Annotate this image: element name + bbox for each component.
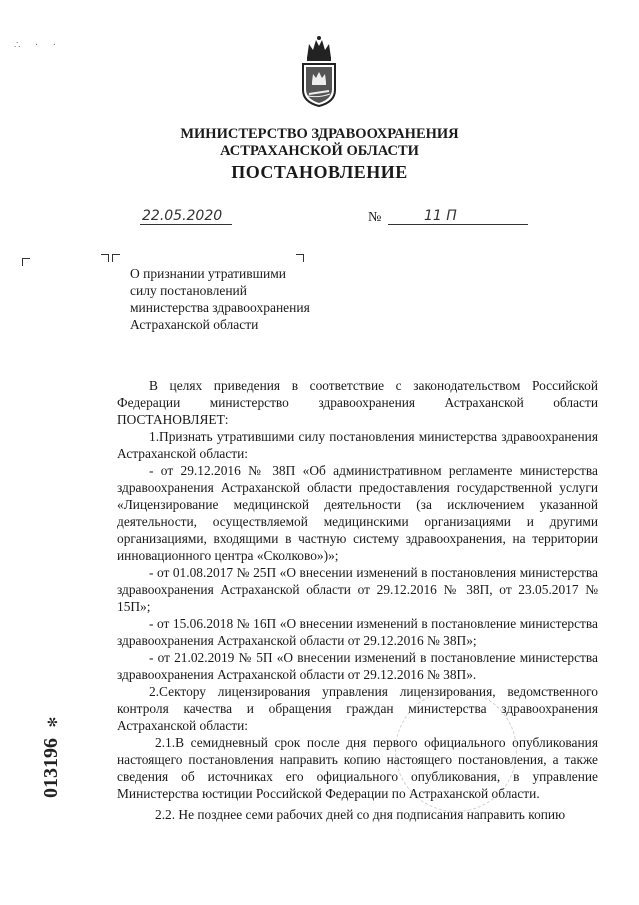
body-paragraph-item-2-1: 2.1.В семидневный срок после дня первого официального опубликования настоящего постановления направить копию настоящего постановления, а также сведения об источниках его официального опубликования, в управление Министерства юстиции Российской Федерации по Астраханской области. [117,735,598,801]
corner-mark-left [22,258,30,266]
corner-mark-mid-left [101,254,109,262]
number-sign: № [368,210,382,225]
ministry-name-line1: МИНИСТЕРСТВО ЗДРАВООХРАНЕНИЯ [180,126,459,142]
document-type-title: ПОСТАНОВЛЕНИЕ [231,162,408,182]
document-date: 22.05.2020 [140,208,232,225]
document-body [117,377,598,823]
subject-line: О признании утратившими [130,266,287,281]
coat-of-arms-emblem [297,34,341,108]
repealed-decree-4: - от 21.02.2019 № 5П «О внесении изменений в постановление министерства здравоохранения Астраханской области от 29.12.2016 № 38П». [117,650,598,682]
serial-number: 013196 [40,738,62,798]
corner-mark-right [296,254,304,262]
subject-line: силу постановлений [130,283,248,298]
serial-asterisk-icon: ✻ [46,716,61,728]
corner-mark-mid-right [112,254,120,262]
body-paragraph-item-2: 2.Сектору лицензирования управления лицензирования, ведомственного контроля качества и обращения граждан министерства здравоохранения Астраханской области: [117,684,598,733]
body-paragraph-item-2-2: 2.2. Не позднее семи рабочих дней со дня подписания направить копию [155,807,566,822]
faint-stamp [395,690,517,812]
repealed-decree-3: - от 15.06.2018 № 16П «О внесении изменений в постановление министерства здравоохранения Астраханской области от 29.12.2016 № 38П»; [117,616,598,648]
repealed-decree-2: - от 01.08.2017 № 25П «О внесении изменений в постановления министерства здравоохранения Астраханской области от 29.12.2016 № 38П, от 23.05.2017 № 15П»; [117,565,598,614]
body-paragraph-item-1: 1.Признать утратившими силу постановления министерства здравоохранения Астраханской области: [117,429,598,461]
body-paragraph-preamble: В целях приведения в соответствие с законодательством Российской Федерации министерство здравоохранения Астраханской области ПОСТАНОВЛЯЕТ: [117,378,598,427]
subject-line: министерства здравоохранения [130,300,310,315]
document-number: 11 П [388,208,528,225]
serial-number-stamp [36,716,64,801]
ministry-name-line2: АСТРАХАНСКОЙ ОБЛАСТИ [220,143,419,159]
scan-marks: ∴ · · [14,40,63,51]
document-subject [130,265,310,333]
subject-line: Астраханской области [130,317,259,332]
repealed-decree-1: - от 29.12.2016 № 38П «Об административном регламенте министерства здравоохранения Астраханской области предоставления государственной услуги «Лицензирование медицинской деятельности (за исключением указанной деятельности, осуществляемой медицинскими организациями и другими организациями, входящими в частную систему здравоохранения, на территории инновационного центра «Сколково»)»; [117,463,598,563]
